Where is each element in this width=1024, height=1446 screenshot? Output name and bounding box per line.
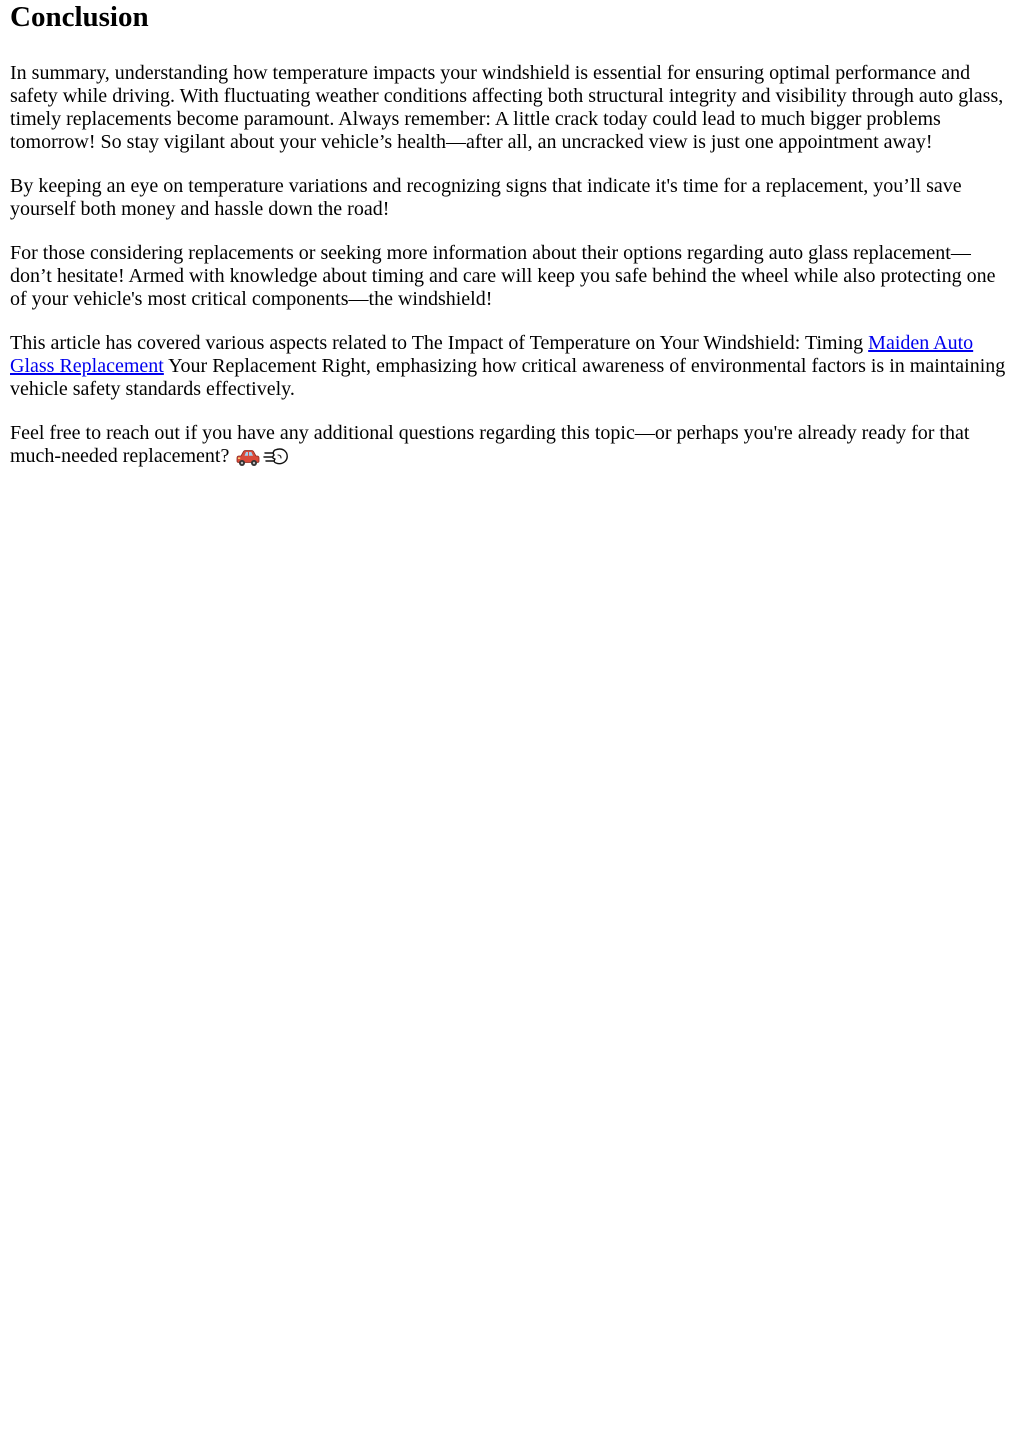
reach-out-text: Feel free to reach out if you have any additional questions regarding this topic—or perhaps you're already ready for that much-needed replacement?	[10, 422, 970, 467]
paragraph-text-after-link: Your Replacement Right, emphasizing how critical awareness of environmental factors is in maintaining vehicle safety standards effectively.	[10, 355, 1006, 400]
section-heading: Conclusion	[10, 1, 149, 33]
paragraph-temperature-variations: By keeping an eye on temperature variations and recognizing signs that indicate it's time for a replacement, you’ll save yourself both money and hassle down the road!	[10, 175, 962, 220]
paragraph-reach-out	[10, 422, 1010, 468]
maiden-auto-glass-replacement-link[interactable]: Maiden Auto Glass Replacement	[10, 332, 974, 377]
paragraph-summary: In summary, understanding how temperature impacts your windshield is essential for ensuring optimal performance and safety while driving. With fluctuating weather conditions affecting both structural integrity and visibility through auto glass, timely replacements become paramount. Always remember: A little crack today could lead to much bigger problems tomorrow! So stay vigilant about your vehicle’s health—after all, an uncracked view is just one appointment away!	[10, 62, 1004, 153]
paragraph-text-before-link: This article has covered various aspects related to The Impact of Temperature on Your Windshield: Timing	[10, 332, 869, 354]
paragraph-considering-replacements: For those considering replacements or seeking more information about their options regarding auto glass replacement—don’t hesitate! Armed with knowledge about timing and care will keep you safe behind the wheel while also protecting one of your vehicle's most critical components—the windshield!	[10, 242, 996, 310]
car-icon	[235, 448, 261, 468]
paragraph-article-coverage	[10, 332, 1010, 401]
dash-wind-icon	[263, 446, 289, 468]
